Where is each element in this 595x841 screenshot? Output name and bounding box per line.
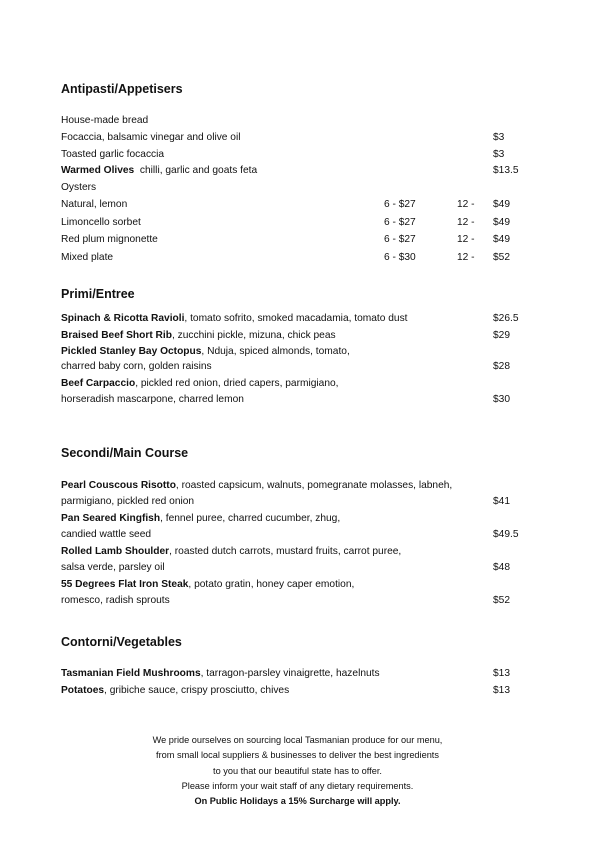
dish-name: Pearl Couscous Risotto [61, 480, 176, 491]
dish-description-continued: charred baby corn, golden raisins [61, 361, 212, 372]
oyster-item: Mixed plate [61, 252, 114, 263]
footer-note-line: from small local suppliers & businesses to deliver the best ingredients [156, 750, 439, 760]
menu-item-short-rib [61, 329, 336, 342]
menu-item-price: $28 [493, 361, 510, 372]
dish-description: , tomato sofrito, smoked macadamia, tomato dust [184, 313, 408, 324]
oyster-dozen-label: 12 - [457, 234, 475, 245]
menu-item-ravioli [61, 312, 408, 325]
menu-item-flat-iron-steak [61, 578, 354, 591]
section-heading-secondi: Secondi/Main Course [61, 446, 189, 460]
oyster-dozen-label: 12 - [457, 217, 475, 228]
dish-name: Beef Carpaccio [61, 378, 136, 389]
dish-name: Potatoes [61, 685, 105, 696]
dish-name: Pan Seared Kingfish [61, 513, 161, 524]
oyster-item: Red plum mignonette [61, 234, 158, 245]
dish-name: Tasmanian Field Mushrooms [61, 668, 201, 679]
oyster-half-dozen-price: 6 - $27 [384, 199, 416, 210]
menu-item-price: $52 [493, 595, 510, 606]
menu-item-potatoes [61, 684, 289, 697]
menu-item-focaccia: Focaccia, balsamic vinegar and olive oil [61, 132, 241, 143]
section-heading-antipasti: Antipasti/Appetisers [61, 82, 183, 96]
menu-item-octopus [61, 345, 350, 358]
footer-note-line: Please inform your wait staff of any dietary requirements. [181, 781, 414, 791]
menu-item-price: $13.5 [493, 165, 519, 176]
menu-item-price: $26.5 [493, 313, 519, 324]
dish-name: Rolled Lamb Shoulder [61, 546, 170, 557]
menu-item-price: $41 [493, 496, 510, 507]
dish-name: 55 Degrees Flat Iron Steak [61, 579, 189, 590]
menu-item-price: $49 [493, 217, 510, 228]
dish-description: , gribiche sauce, crispy prosciutto, chives [104, 685, 290, 696]
menu-item-carpaccio [61, 377, 339, 390]
menu-item-price: $52 [493, 252, 510, 263]
dish-description-continued: horseradish mascarpone, charred lemon [61, 394, 244, 405]
oyster-half-dozen-price: 6 - $30 [384, 252, 416, 263]
menu-item-price: $30 [493, 394, 510, 405]
menu-item-garlic-focaccia: Toasted garlic focaccia [61, 149, 165, 160]
section-heading-contorni: Contorni/Vegetables [61, 635, 182, 649]
menu-item-price: $49 [493, 234, 510, 245]
dish-description: , pickled red onion, dried capers, parmigiano, [135, 378, 339, 389]
menu-item-price: $49 [493, 199, 510, 210]
oyster-half-dozen-price: 6 - $27 [384, 217, 416, 228]
dish-description-continued: parmigiano, pickled red onion [61, 496, 195, 507]
dish-description: , roasted capsicum, walnuts, pomegranate molasses, labneh, [175, 480, 453, 491]
oyster-item: Natural, lemon [61, 199, 128, 210]
menu-item-kingfish [61, 512, 340, 525]
dish-description: , potato gratin, honey caper emotion, [188, 579, 355, 590]
dish-name: Pickled Stanley Bay Octopus [61, 346, 202, 357]
menu-item-price: $13 [493, 668, 510, 679]
oyster-half-dozen-price: 6 - $27 [384, 234, 416, 245]
menu-item-mushrooms [61, 667, 380, 680]
surcharge-notice: On Public Holidays a 15% Surcharge will apply. [194, 796, 401, 806]
oyster-dozen-label: 12 - [457, 252, 475, 263]
dish-description: , roasted dutch carrots, mustard fruits, carrot puree, [169, 546, 402, 557]
menu-item-price: $48 [493, 562, 510, 573]
dish-description: , tarragon-parsley vinaigrette, hazelnuts [200, 668, 380, 679]
menu-item-price: $13 [493, 685, 510, 696]
menu-item-lamb-shoulder [61, 545, 401, 558]
dish-name: Braised Beef Short Rib [61, 330, 172, 341]
menu-item-price: $3 [493, 132, 505, 143]
dish-description: , fennel puree, charred cucumber, zhug, [160, 513, 341, 524]
menu-item-price: $49.5 [493, 529, 519, 540]
dish-description-continued: candied wattle seed [61, 529, 152, 540]
dish-description: , zucchini pickle, mizuna, chick peas [171, 330, 336, 341]
dish-description: chilli, garlic and goats feta [134, 165, 258, 176]
bread-label: House-made bread [61, 115, 149, 126]
dish-description: , Nduja, spiced almonds, tomato, [201, 346, 350, 357]
footer-note-line: We pride ourselves on sourcing local Tasmanian produce for our menu, [152, 735, 443, 745]
footer-note-line: to you that our beautiful state has to offer. [213, 766, 382, 776]
section-heading-primi: Primi/Entree [61, 287, 135, 301]
oyster-item: Limoncello sorbet [61, 217, 141, 228]
dish-name: Spinach & Ricotta Ravioli [61, 313, 185, 324]
dish-name: Warmed Olives [61, 165, 135, 176]
oysters-label: Oysters [61, 182, 97, 193]
menu-item-warmed-olives [61, 164, 257, 177]
dish-description-continued: romesco, radish sprouts [61, 595, 170, 606]
menu-item-price: $29 [493, 330, 510, 341]
oyster-dozen-label: 12 - [457, 199, 475, 210]
dish-description-continued: salsa verde, parsley oil [61, 562, 165, 573]
menu-item-price: $3 [493, 149, 505, 160]
menu-item-risotto [61, 479, 452, 492]
